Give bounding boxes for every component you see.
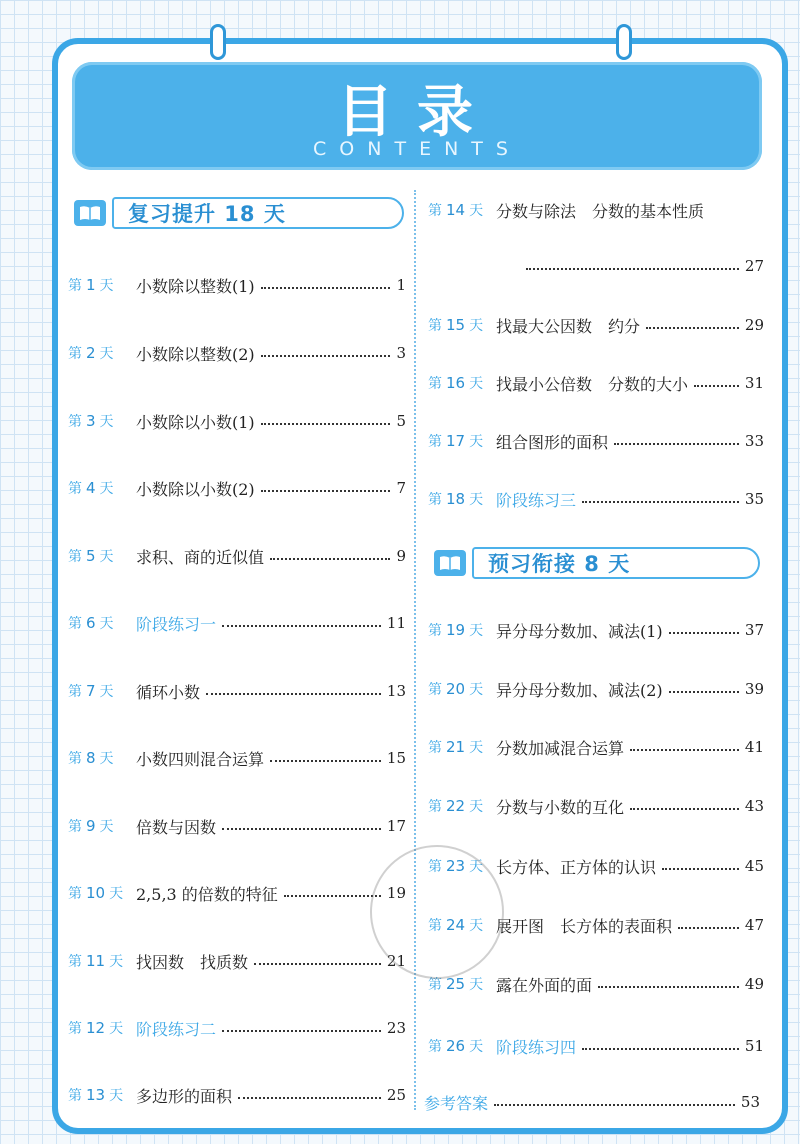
leader-dots <box>222 1030 381 1032</box>
day-label: 第 1 天 <box>68 276 114 294</box>
day-number: 11 <box>86 952 106 970</box>
toc-entry[interactable] <box>68 677 406 705</box>
day-label: 第 14 天 <box>428 201 484 219</box>
day-number: 6 <box>86 614 96 632</box>
day-label: 第 24 天 <box>428 916 484 934</box>
leader-dots <box>284 895 381 897</box>
leader-dots <box>261 490 391 492</box>
page-title: 目录 <box>337 80 497 145</box>
entry-title: 露在外面的面 <box>496 975 593 995</box>
day-number: 1 <box>86 276 96 294</box>
day-number: 4 <box>86 479 96 497</box>
entry-page: 1 <box>396 276 406 294</box>
entry-page: 39 <box>744 680 764 698</box>
day-label: 第 25 天 <box>428 975 484 993</box>
entry-page: 33 <box>744 432 764 450</box>
entry-page: 25 <box>386 1086 406 1104</box>
leader-dots <box>669 691 739 693</box>
entry-title: 展开图 长方体的表面积 <box>496 916 673 936</box>
toc-entry[interactable] <box>68 339 406 367</box>
entry-title: 小数除以整数(1) <box>136 276 255 296</box>
entry-title: 阶段练习三 <box>496 490 577 510</box>
entry-title: 多边形的面积 <box>136 1086 233 1106</box>
toc-entry[interactable] <box>68 474 406 502</box>
toc-entry[interactable] <box>68 744 406 772</box>
title-banner <box>72 62 762 170</box>
entry-title: 长方体、正方体的认识 <box>496 857 657 877</box>
leader-dots <box>630 808 739 810</box>
leader-dots <box>678 927 739 929</box>
toc-entry[interactable] <box>428 311 764 339</box>
toc-entry-continuation[interactable] <box>520 252 764 280</box>
leader-dots <box>630 749 739 751</box>
toc-entry[interactable] <box>68 271 406 299</box>
leader-dots <box>582 1048 739 1050</box>
day-number: 18 <box>446 490 466 508</box>
entry-title: 异分母分数加、减法(2) <box>496 680 663 700</box>
section-header-review <box>74 196 404 230</box>
entry-page: 31 <box>744 374 764 392</box>
day-number: 19 <box>446 621 466 639</box>
entry-page: 45 <box>744 857 764 875</box>
day-number: 24 <box>446 916 466 934</box>
entry-title: 倍数与因数 <box>136 817 217 837</box>
day-number: 8 <box>86 749 96 767</box>
leader-dots <box>526 268 739 270</box>
toc-entry[interactable] <box>428 733 764 761</box>
day-number: 21 <box>446 738 466 756</box>
entry-page: 29 <box>744 316 764 334</box>
day-number: 9 <box>86 817 96 835</box>
toc-entry[interactable] <box>68 1081 406 1109</box>
entry-page: 21 <box>386 952 406 970</box>
toc-entry[interactable] <box>428 616 764 644</box>
answers-title: 参考答案 <box>424 1093 489 1113</box>
entry-title: 分数与除法 分数的基本性质 <box>496 201 705 221</box>
day-label: 第 7 天 <box>68 682 114 700</box>
entry-title: 阶段练习二 <box>136 1019 217 1039</box>
entry-title: 小数除以整数(2) <box>136 344 255 364</box>
leader-dots <box>669 632 739 634</box>
entry-title: 找因数 找质数 <box>136 952 249 972</box>
book-icon <box>74 200 106 226</box>
entry-page: 23 <box>386 1019 406 1037</box>
entry-title: 分数与小数的互化 <box>496 797 625 817</box>
day-label: 第 4 天 <box>68 479 114 497</box>
toc-entry[interactable] <box>428 427 764 455</box>
entry-page: 11 <box>386 614 406 632</box>
section-header-preview <box>434 546 760 580</box>
toc-entry[interactable] <box>428 369 764 397</box>
leader-dots <box>662 868 739 870</box>
entry-page: 7 <box>396 479 406 497</box>
entry-page: 15 <box>386 749 406 767</box>
day-number: 13 <box>86 1086 106 1104</box>
toc-entry[interactable] <box>428 792 764 820</box>
binder-ring-icon <box>616 24 632 60</box>
day-label: 第 23 天 <box>428 857 484 875</box>
day-label: 第 26 天 <box>428 1037 484 1055</box>
day-label: 第 12 天 <box>68 1019 124 1037</box>
day-label: 第 9 天 <box>68 817 114 835</box>
entry-title: 找最大公因数 约分 <box>496 316 641 336</box>
leader-dots <box>238 1097 381 1099</box>
leader-dots <box>646 327 739 329</box>
day-label: 第 22 天 <box>428 797 484 815</box>
day-label: 第 8 天 <box>68 749 114 767</box>
leader-dots <box>270 760 381 762</box>
entry-page: 5 <box>396 412 406 430</box>
toc-entry[interactable] <box>68 407 406 435</box>
entry-page: 37 <box>744 621 764 639</box>
day-number: 16 <box>446 374 466 392</box>
leader-dots <box>494 1104 735 1106</box>
leader-dots <box>206 693 381 695</box>
toc-entry[interactable] <box>68 609 406 637</box>
toc-entry[interactable] <box>68 542 406 570</box>
day-number: 17 <box>446 432 466 450</box>
leader-dots <box>222 625 381 627</box>
entry-page: 35 <box>744 490 764 508</box>
entry-page: 27 <box>744 257 764 275</box>
entry-title: 组合图形的面积 <box>496 432 609 452</box>
leader-dots <box>222 828 381 830</box>
day-number: 12 <box>86 1019 106 1037</box>
entry-title: 小数除以小数(1) <box>136 412 255 432</box>
entry-page: 51 <box>744 1037 764 1055</box>
section-title-preview: 预习衔接 8 天 <box>472 547 760 579</box>
day-label: 第 5 天 <box>68 547 114 565</box>
entry-title: 阶段练习一 <box>136 614 217 634</box>
toc-entry[interactable] <box>428 485 764 513</box>
leader-dots <box>582 501 739 503</box>
entry-page: 43 <box>744 797 764 815</box>
entry-title: 阶段练习四 <box>496 1037 577 1057</box>
day-label: 第 6 天 <box>68 614 114 632</box>
day-label: 第 11 天 <box>68 952 124 970</box>
day-number: 26 <box>446 1037 466 1055</box>
binder-ring-icon <box>210 24 226 60</box>
day-label: 第 18 天 <box>428 490 484 508</box>
day-label: 第 2 天 <box>68 344 114 362</box>
day-number: 25 <box>446 975 466 993</box>
entry-page: 41 <box>744 738 764 756</box>
day-number: 15 <box>446 316 466 334</box>
day-number: 5 <box>86 547 96 565</box>
toc-entry-answers[interactable] <box>424 1088 760 1116</box>
entry-title: 分数加减混合运算 <box>496 738 625 758</box>
entry-title: 求积、商的近似值 <box>136 547 265 567</box>
day-label: 第 16 天 <box>428 374 484 392</box>
leader-dots <box>261 423 391 425</box>
leader-dots <box>261 355 391 357</box>
day-number: 3 <box>86 412 96 430</box>
book-icon <box>434 550 466 576</box>
day-label: 第 15 天 <box>428 316 484 334</box>
toc-entry[interactable] <box>428 970 764 998</box>
entry-title: 异分母分数加、减法(1) <box>496 621 663 641</box>
day-number: 20 <box>446 680 466 698</box>
leader-dots <box>598 986 739 988</box>
day-number: 10 <box>86 884 106 902</box>
entry-page: 3 <box>396 344 406 362</box>
entry-title: 2,5,3 的倍数的特征 <box>136 884 278 904</box>
day-label: 第 13 天 <box>68 1086 124 1104</box>
leader-dots <box>614 443 739 445</box>
entry-page: 9 <box>396 547 406 565</box>
page-subtitle: CONTENTS <box>313 138 521 160</box>
day-number: 14 <box>446 201 466 219</box>
entry-title: 循环小数 <box>136 682 201 702</box>
toc-entry[interactable] <box>68 812 406 840</box>
leader-dots <box>261 287 391 289</box>
entry-page: 49 <box>744 975 764 993</box>
toc-entry[interactable] <box>68 947 406 975</box>
entry-title: 小数四则混合运算 <box>136 749 265 769</box>
entry-title: 找最小公倍数 分数的大小 <box>496 374 689 394</box>
day-number: 22 <box>446 797 466 815</box>
entry-page: 17 <box>386 817 406 835</box>
day-label: 第 19 天 <box>428 621 484 639</box>
entry-page: 13 <box>386 682 406 700</box>
day-number: 23 <box>446 857 466 875</box>
toc-entry[interactable] <box>428 196 764 224</box>
leader-dots <box>270 558 390 560</box>
day-label: 第 10 天 <box>68 884 124 902</box>
day-number: 2 <box>86 344 96 362</box>
day-label: 第 3 天 <box>68 412 114 430</box>
day-label: 第 20 天 <box>428 680 484 698</box>
day-number: 7 <box>86 682 96 700</box>
day-label: 第 17 天 <box>428 432 484 450</box>
entry-page: 19 <box>386 884 406 902</box>
toc-entry[interactable] <box>68 1014 406 1042</box>
toc-entry[interactable] <box>68 879 406 907</box>
section-title-review: 复习提升 18 天 <box>112 197 404 229</box>
answers-page: 53 <box>740 1093 760 1111</box>
toc-entry[interactable] <box>428 675 764 703</box>
entry-title: 小数除以小数(2) <box>136 479 255 499</box>
leader-dots <box>694 385 739 387</box>
day-label: 第 21 天 <box>428 738 484 756</box>
leader-dots <box>254 963 381 965</box>
toc-entry[interactable] <box>428 1032 764 1060</box>
entry-page: 47 <box>744 916 764 934</box>
